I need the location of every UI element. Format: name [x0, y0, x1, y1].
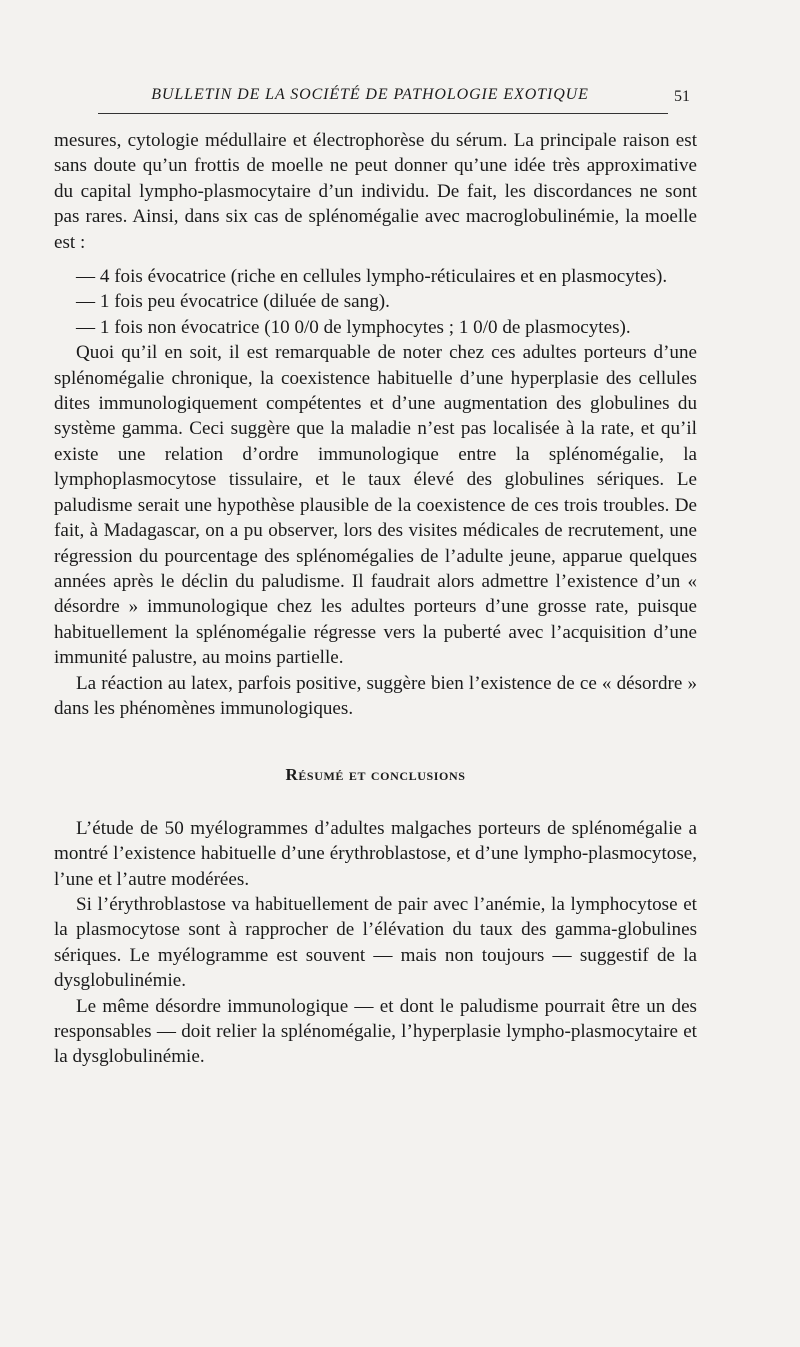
- list-item: — 1 fois peu évocatrice (diluée de sang).: [76, 291, 390, 313]
- conclusion-paragraph: L’étude de 50 myélogrammes d’adultes malgaches porteurs de splénomégalie a montré l’existence habituelle d’une érythroblastose, et d’une lympho-plasmocytose, l’une et l’autre modérées.: [54, 817, 697, 890]
- body-text: [54, 128, 697, 1070]
- section-title: Résumé et conclusions: [285, 765, 466, 785]
- running-head-title: BULLETIN DE LA SOCIÉTÉ DE PATHOLOGIE EXOTIQUE: [151, 86, 589, 103]
- conclusion-paragraph: Le même désordre immunologique — et dont le paludisme pourrait être un des responsables — doit relier la splénomégalie, l’hyperplasie lympho-plasmocytaire et la dysglobulinémie.: [54, 995, 697, 1068]
- paragraph: La réaction au latex, parfois positive, suggère bien l’existence de ce « désordre » dans les phénomènes immunologiques.: [54, 672, 697, 719]
- page-number: 51: [674, 88, 690, 105]
- conclusion-paragraph: Si l’érythroblastose va habituellement de pair avec l’anémie, la lymphocytose et la plasmocytose sont à rapprocher de l’élévation du taux des gamma-globulines sériques. Le myélogramme est souvent — mais non toujours — suggestif de la dysglobulinémie.: [54, 893, 697, 992]
- list-item: — 4 fois évocatrice (riche en cellules lympho-réticulaires et en plasmocytes).: [76, 266, 668, 288]
- list-item: — 1 fois non évocatrice (10 0/0 de lymphocytes ; 1 0/0 de plasmocytes).: [76, 316, 631, 338]
- header-divider: [98, 113, 668, 114]
- paragraph: mesures, cytologie médullaire et électrophorèse du sérum. La principale raison est sans doute qu’un frottis de moelle ne peut donner qu’une idée très approximative du capital lympho-plasmocytaire d’un individu. De fait, les discordances ne sont pas rares. Ainsi, dans six cas de splénomégalie avec macroglobulinémie, la moelle est :: [54, 130, 697, 253]
- paragraph: Quoi qu’il en soit, il est remarquable de noter chez ces adultes porteurs d’une splénomégalie chronique, la coexistence habituelle d’une hyperplasie des cellules dites immunologiquement compétentes et d’une augmentation des globulines du système gamma. Ceci suggère que la maladie n’est pas localisée à la rate, et qu’il existe une relation d’ordre immunologique entre la splénomégalie, la lymphoplasmocytose tissulaire, et le taux élevé des globulines sériques. Le paludisme serait une hypothèse plausible de la coexistence de ces trois troubles. De fait, à Madagascar, on a pu observer, lors des visites médicales de recrutement, une régression du pourcentage des splénomégalies de l’adulte jeune, apparue quelques années après le déclin du paludisme. Il faudrait alors admettre l’existence d’un « désordre » immunologique chez les adultes porteurs d’une grosse rate, puisque habituellement la splénomégalie régresse vers la puberté avec l’acquisition d’une immunité palustre, au moins partielle.: [54, 342, 697, 669]
